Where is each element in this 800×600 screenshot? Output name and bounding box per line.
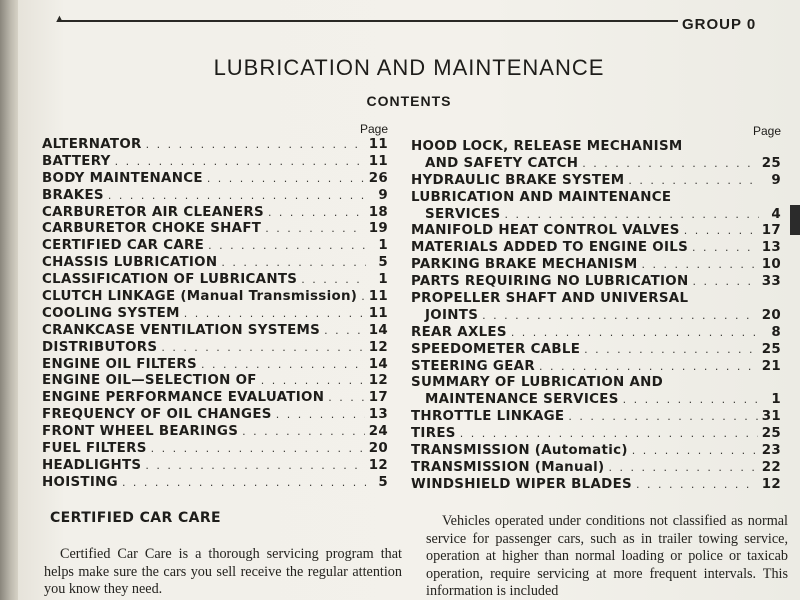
toc-entry-page: 1	[378, 272, 388, 288]
toc-entry-label: HOISTING	[42, 474, 118, 490]
toc-entry	[42, 272, 388, 289]
toc-entry	[42, 323, 388, 340]
dot-leader	[482, 308, 758, 325]
toc-entry-page: 5	[378, 474, 388, 490]
toc-entry	[411, 291, 781, 308]
dot-leader	[636, 477, 758, 494]
toc-entry-label: CERTIFIED CAR CARE	[42, 238, 205, 254]
toc-entry-page: 17	[368, 390, 388, 406]
toc-entry-label: TIRES	[411, 426, 456, 442]
toc-entry	[42, 289, 388, 306]
toc-entry	[42, 390, 388, 407]
dot-leader	[684, 223, 758, 240]
toc-entry	[42, 475, 388, 492]
toc-entry	[42, 340, 388, 357]
toc-entry-label: SUMMARY OF LUBRICATION AND	[411, 375, 664, 391]
toc-entry	[411, 257, 781, 274]
toc-entry-page: 20	[761, 307, 781, 323]
dot-leader	[584, 342, 758, 359]
toc-entry	[42, 407, 388, 424]
toc-entry-label: ENGINE OIL FILTERS	[42, 356, 197, 372]
toc-entry	[42, 373, 388, 390]
toc-entry-label: BRAKES	[42, 187, 104, 203]
toc-entry	[42, 137, 388, 154]
toc-entry-label: DISTRIBUTORS	[42, 339, 158, 355]
toc-entry	[411, 460, 781, 477]
toc-entry-page: 23	[761, 443, 781, 459]
header-rule	[58, 20, 678, 22]
toc-entry	[42, 238, 388, 255]
toc-entry	[411, 426, 781, 443]
manual-page	[18, 0, 800, 600]
dot-leader	[632, 443, 758, 460]
toc-entry-page: 4	[771, 206, 781, 222]
toc-entry-page: 14	[368, 356, 388, 372]
toc-entry-label: HOOD LOCK, RELEASE MECHANISM	[411, 138, 683, 154]
dot-leader	[692, 274, 757, 291]
toc-entry-label: FREQUENCY OF OIL CHANGES	[42, 407, 272, 423]
toc-entry-page: 5	[378, 255, 388, 271]
toc-entry-page: 31	[761, 409, 781, 425]
toc-entry	[411, 325, 781, 342]
toc-entry-page: 21	[761, 358, 781, 374]
toc-entry	[411, 240, 781, 257]
body-text-right	[426, 513, 788, 600]
toc-entry	[42, 221, 388, 238]
toc-entry	[42, 154, 388, 171]
dot-leader	[122, 475, 366, 492]
toc-entry	[411, 173, 781, 190]
toc-entry-label: SPEEDOMETER CABLE	[411, 341, 581, 357]
dot-leader	[511, 325, 759, 342]
toc-entry-page: 25	[761, 341, 781, 357]
toc-entry-label: CRANKCASE VENTILATION SYSTEMS	[42, 322, 321, 338]
dot-leader	[301, 272, 366, 289]
group-label: GROUP 0	[682, 16, 757, 33]
dot-leader	[221, 255, 366, 272]
toc-entry	[411, 223, 781, 240]
toc-entry	[42, 441, 388, 458]
toc-entry	[411, 342, 781, 359]
toc-entry-page: 12	[761, 476, 781, 492]
toc-entry-page: 33	[761, 274, 781, 290]
toc-entry-page: 12	[368, 373, 388, 389]
toc-entry-page: 1	[378, 238, 388, 254]
toc-entry	[42, 357, 388, 374]
toc-entry-page: 22	[761, 459, 781, 475]
paragraph: Vehicles operated under conditions not classified as normal service for passenger cars, such as in trailer towing service, operation at higher than normal loading or police or taxicab operation, require servicing at more frequent intervals. This information is included	[426, 513, 788, 599]
toc-entry-label: PROPELLER SHAFT AND UNIVERSAL	[411, 291, 689, 306]
toc-entry	[411, 156, 781, 173]
dot-leader	[207, 171, 365, 188]
toc-entry-label: HEADLIGHTS	[42, 457, 142, 473]
toc-entry-label: PARKING BRAKE MECHANISM	[411, 257, 638, 273]
toc-entry-page: 11	[368, 153, 388, 169]
toc-entry-label: PARTS REQUIRING NO LUBRICATION	[411, 274, 689, 290]
toc-entry	[411, 392, 781, 409]
dot-leader	[268, 205, 365, 222]
toc-entry-page: 11	[368, 305, 388, 321]
toc-entry-page: 17	[761, 223, 781, 239]
section-thumb-tab	[790, 205, 800, 235]
toc-entry-page: 25	[761, 155, 781, 171]
toc-entry-label: AND SAFETY CATCH	[425, 155, 579, 171]
dot-leader	[265, 221, 365, 238]
dot-leader	[460, 426, 758, 443]
toc-entry-page: 19	[368, 221, 388, 237]
toc-entry-page: 12	[368, 339, 388, 355]
toc-entry-page: 9	[378, 187, 388, 203]
dot-leader	[208, 238, 366, 255]
dot-leader	[184, 306, 365, 323]
toc-entry-page: 18	[368, 204, 388, 220]
toc-entry-label: SERVICES	[425, 206, 501, 222]
dot-leader	[145, 458, 364, 475]
toc-entry-label: LUBRICATION AND MAINTENANCE	[411, 189, 672, 205]
dot-leader	[201, 357, 365, 374]
book-spine	[0, 0, 18, 600]
toc-entry-page: 1	[771, 392, 781, 408]
toc-entry	[411, 375, 781, 392]
toc-entry-page: 8	[771, 324, 781, 340]
page-column-label: Page	[752, 124, 781, 138]
toc-entry-label: CHASSIS LUBRICATION	[42, 255, 218, 271]
toc-entry-label: THROTTLE LINKAGE	[411, 409, 565, 425]
toc-entry-page: 11	[368, 136, 388, 152]
dot-leader	[692, 240, 758, 257]
toc-entry-page: 9	[771, 172, 781, 188]
toc-entry	[411, 274, 781, 291]
toc-entry	[42, 171, 388, 188]
toc-entry-page: 13	[761, 240, 781, 256]
toc-entry-label: FRONT WHEEL BEARINGS	[42, 424, 239, 440]
dot-leader	[151, 441, 365, 458]
section-heading: CERTIFIED CAR CARE	[50, 510, 221, 526]
body-text-left	[44, 546, 402, 599]
toc-entry-page: 25	[761, 426, 781, 442]
toc-entry-label: CLASSIFICATION OF LUBRICANTS	[42, 272, 298, 288]
toc-entry	[411, 308, 781, 325]
toc-entry	[42, 205, 388, 222]
dot-leader	[276, 407, 365, 424]
contents-heading: CONTENTS	[366, 93, 452, 109]
toc-entry	[411, 359, 781, 376]
toc-entry	[42, 424, 388, 441]
toc-entry-label: MANIFOLD HEAT CONTROL VALVES	[411, 223, 680, 239]
page-title: LUBRICATION AND MAINTENANCE	[213, 55, 605, 80]
toc-entry-page: 10	[761, 257, 781, 273]
toc-entry-label: TRANSMISSION (Automatic)	[411, 443, 628, 459]
toc-entry-label: BATTERY	[42, 153, 111, 169]
dot-leader	[146, 137, 365, 154]
toc-entry-label: ENGINE OIL—SELECTION OF	[42, 373, 257, 389]
toc-entry	[411, 139, 781, 156]
toc-entry-page: 26	[368, 170, 388, 186]
toc-entry-label: CARBURETOR CHOKE SHAFT	[42, 221, 262, 237]
toc-entry-page: 13	[368, 407, 388, 423]
toc-entry	[411, 207, 781, 224]
toc-entry	[42, 458, 388, 475]
toc-left-column	[42, 122, 388, 492]
toc-entry-label: STEERING GEAR	[411, 358, 535, 374]
dot-leader	[242, 424, 365, 441]
toc-entry-label: JOINTS	[425, 307, 479, 323]
dot-leader	[108, 188, 366, 205]
toc-entry	[42, 306, 388, 323]
toc-entry-label: HYDRAULIC BRAKE SYSTEM	[411, 172, 625, 188]
toc-right-column	[411, 124, 781, 494]
toc-entry-label: ENGINE PERFORMANCE EVALUATION	[42, 390, 325, 406]
dot-leader	[628, 173, 759, 190]
dot-leader	[324, 323, 365, 340]
dot-leader	[361, 289, 365, 306]
dot-leader	[539, 359, 758, 376]
toc-entry-page: 20	[368, 441, 388, 457]
toc-entry-label: ALTERNATOR	[42, 136, 142, 152]
toc-entry-label: MATERIALS ADDED TO ENGINE OILS	[411, 240, 689, 256]
toc-entry	[42, 255, 388, 272]
toc-entry	[411, 477, 781, 494]
toc-entry-label: COOLING SYSTEM	[42, 305, 180, 321]
dot-leader	[623, 392, 759, 409]
toc-entry-label: REAR AXLES	[411, 324, 507, 340]
toc-entry-page: 24	[368, 424, 388, 440]
dot-leader	[328, 390, 365, 407]
toc-entry-page: 12	[368, 457, 388, 473]
toc-entry	[411, 190, 781, 207]
dot-leader	[161, 340, 364, 357]
toc-entry-label: CLUTCH LINKAGE (Manual Transmission)	[42, 289, 358, 304]
dot-leader	[608, 460, 757, 477]
page-column-label: Page	[359, 122, 388, 136]
dot-leader	[504, 207, 759, 224]
toc-entry-label: WINDSHIELD WIPER BLADES	[411, 476, 632, 492]
dot-leader	[582, 156, 757, 173]
toc-entry	[411, 409, 781, 426]
dot-leader	[261, 373, 365, 390]
dot-leader	[115, 154, 365, 171]
toc-entry-label: CARBURETOR AIR CLEANERS	[42, 204, 264, 220]
toc-entry-page: 11	[368, 289, 388, 304]
toc-entry	[411, 443, 781, 460]
paragraph: Certified Car Care is a thorough servicing program that helps make sure the cars you sell receive the regular attention you know they need.	[44, 546, 402, 597]
toc-entry-label: BODY MAINTENANCE	[42, 170, 203, 186]
toc-entry-label: FUEL FILTERS	[42, 441, 147, 457]
toc-entry	[42, 188, 388, 205]
toc-entry-label: MAINTENANCE SERVICES	[425, 392, 619, 408]
toc-entry-label: TRANSMISSION (Manual)	[411, 459, 605, 475]
dot-leader	[568, 409, 757, 426]
toc-entry-page: 14	[368, 322, 388, 338]
dot-leader	[641, 257, 757, 274]
arrow-marker-icon: ▲	[54, 13, 65, 25]
